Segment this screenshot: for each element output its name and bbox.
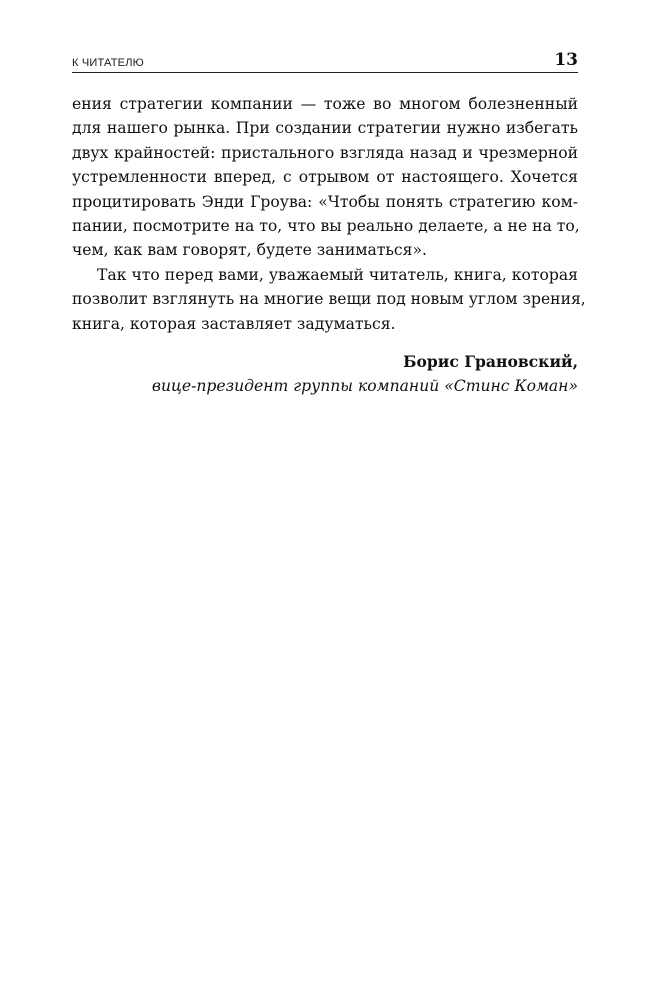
paragraph-2: [72, 263, 586, 336]
paragraph-1: [72, 92, 578, 263]
text-line: устремленности вперед, с отрывом от настоящего. Хочется: [72, 168, 578, 187]
running-header: [72, 52, 578, 73]
signature-name: Борис Грановский,: [403, 352, 578, 371]
body-text: [72, 92, 586, 336]
signature-role: вице-президент группы компаний «Стинс Коман»: [151, 377, 578, 396]
text-line: процитировать Энди Гроува: «Чтобы понять стратегию ком-: [72, 192, 578, 211]
page-number: 13: [554, 50, 578, 70]
text-line: книга, которая заставляет задуматься.: [72, 314, 396, 333]
text-line: Так что перед вами, уважаемый читатель, книга, которая: [97, 265, 578, 284]
signature-block: [72, 350, 578, 399]
running-title: К ЧИТАТЕЛЮ: [72, 57, 144, 69]
text-line: пании, посмотрите на то, что вы реально делаете, а не на то,: [72, 216, 580, 235]
text-line: ения стратегии компании — тоже во многом болезненный: [72, 95, 578, 113]
text-line: двух крайностей: пристального взгляда назад и чрезмерной: [72, 143, 578, 162]
text-line: для нашего рынка. При создании стратегии нужно избегать: [72, 119, 578, 138]
text-line: позволит взглянуть на многие вещи под новым углом зрения,: [72, 290, 586, 309]
text-line: чем, как вам говорят, будете заниматься».: [72, 241, 427, 260]
book-page: [72, 0, 586, 1000]
